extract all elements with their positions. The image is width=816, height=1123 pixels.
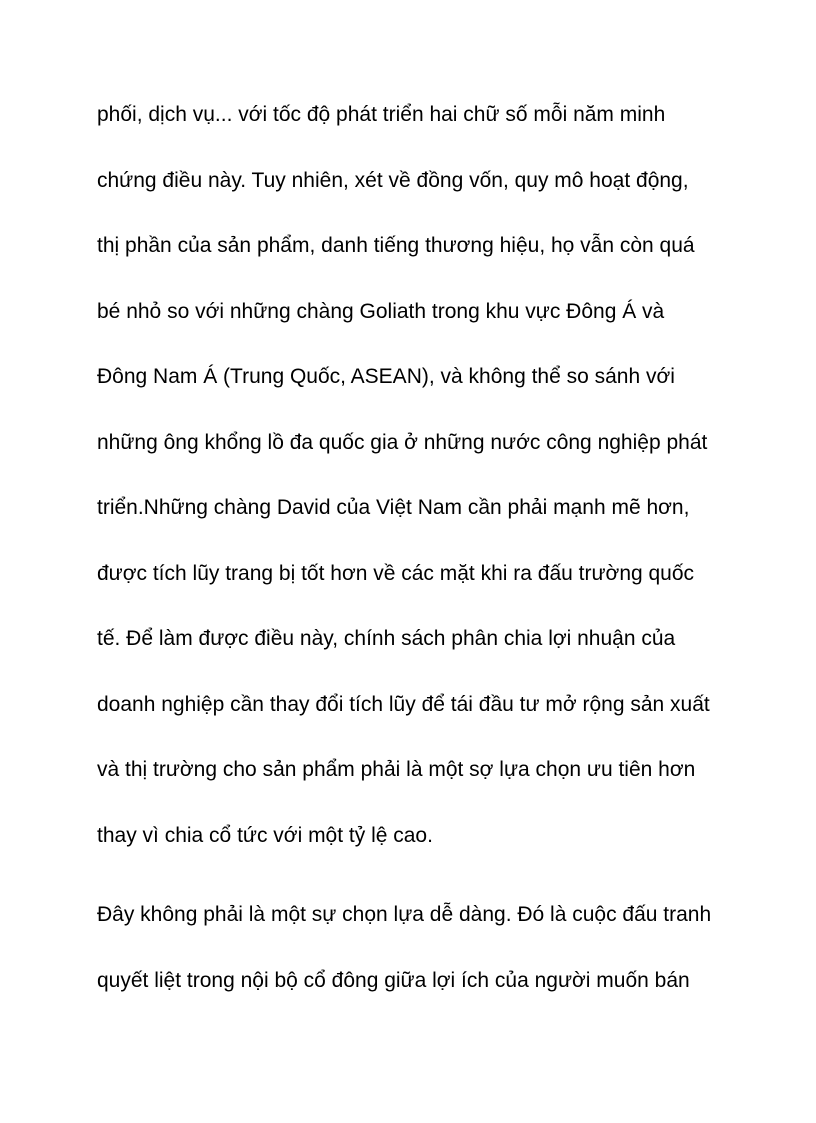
text-line: Đây không phải là một sự chọn lựa dễ dàng. Đó là cuộc đấu tranh: [97, 903, 712, 926]
text-line: thay vì chia cổ tức với một tỷ lệ cao.: [97, 823, 433, 847]
text-line: được tích lũy trang bị tốt hơn về các mặt khi ra đấu trường quốc: [97, 561, 695, 585]
text-line: triển.Những chàng David của Việt Nam cần phải mạnh mẽ hơn,: [97, 496, 690, 519]
text-line: thị phần của sản phẩm, danh tiếng thương hiệu, họ vẫn còn quá: [97, 234, 695, 257]
paragraph: [97, 900, 737, 1031]
text-line: những ông khổng lồ đa quốc gia ở những nước công nghiệp phát: [97, 430, 708, 454]
text-line: quyết liệt trong nội bộ cổ đông giữa lợi ích của người muốn bán: [97, 968, 690, 992]
text-line: và thị trường cho sản phẩm phải là một sợ lựa chọn ưu tiên hơn: [97, 758, 696, 781]
text-line: chứng điều này. Tuy nhiên, xét về đồng vốn, quy mô hoạt động,: [97, 168, 689, 192]
paragraph: [97, 100, 737, 886]
text-line: tế. Để làm được điều này, chính sách phân chia lợi nhuận của: [97, 627, 676, 650]
text-line: doanh nghiệp cần thay đổi tích lũy để tái đầu tư mở rộng sản xuất: [97, 692, 710, 716]
text-line: phối, dịch vụ... với tốc độ phát triển hai chữ số mỗi năm minh: [97, 103, 666, 126]
text-line: bé nhỏ so với những chàng Goliath trong khu vực Đông Á và: [97, 299, 665, 323]
text-line: Đông Nam Á (Trung Quốc, ASEAN), và không thể so sánh với: [97, 365, 675, 388]
